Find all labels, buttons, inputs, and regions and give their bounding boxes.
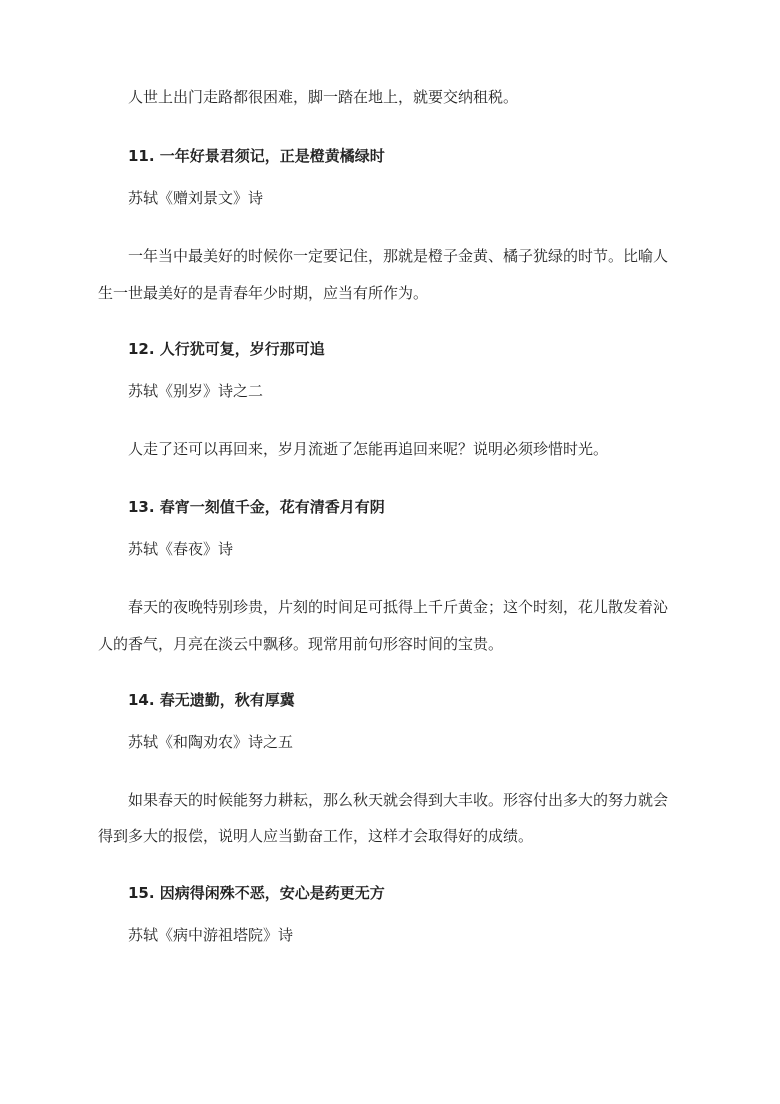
entry-13-explanation-line-2: 人的香气，月亮在淡云中飘移。现常用前句形容时间的宝贵。 <box>98 635 504 653</box>
entry-14-explanation-line-1: 如果春天的时候能努力耕耘，那么秋天就会得到大丰收。形容付出多大的努力就会 <box>128 791 669 809</box>
entry-15-heading: 15. 因病得闲殊不恶，安心是药更无方 <box>128 884 385 902</box>
entry-15-source: 苏轼《病中游祖塔院》诗 <box>128 926 294 944</box>
entry-13-source: 苏轼《春夜》诗 <box>128 540 234 558</box>
entry-12-heading: 12. 人行犹可复，岁行那可追 <box>128 340 325 358</box>
entry-11-explanation-line-1: 一年当中最美好的时候你一定要记住，那就是橙子金黄、橘子犹绿的时节。比喻人 <box>128 247 669 265</box>
entry-12-source: 苏轼《别岁》诗之二 <box>128 382 264 400</box>
entry-14-heading: 14. 春无遗勤，秋有厚冀 <box>128 691 295 709</box>
intro-paragraph: 人世上出门走路都很困难，脚一踏在地上，就要交纳租税。 <box>128 88 519 106</box>
entry-11-heading: 11. 一年好景君须记，正是橙黄橘绿时 <box>128 147 385 165</box>
entry-12-explanation-line-1: 人走了还可以再回来，岁月流逝了怎能再追回来呢？说明必须珍惜时光。 <box>128 440 609 458</box>
entry-11-explanation-line-2: 生一世最美好的是青春年少时期，应当有所作为。 <box>98 284 429 302</box>
entry-14-explanation-line-2: 得到多大的报偿，说明人应当勤奋工作，这样才会取得好的成绩。 <box>98 827 534 845</box>
entry-13-explanation-line-1: 春天的夜晚特别珍贵，片刻的时间足可抵得上千斤黄金；这个时刻，花儿散发着沁 <box>128 598 669 616</box>
entry-11-source: 苏轼《赠刘景文》诗 <box>128 189 264 207</box>
entry-13-heading: 13. 春宵一刻值千金，花有清香月有阴 <box>128 498 385 516</box>
entry-14-source: 苏轼《和陶劝农》诗之五 <box>128 733 294 751</box>
